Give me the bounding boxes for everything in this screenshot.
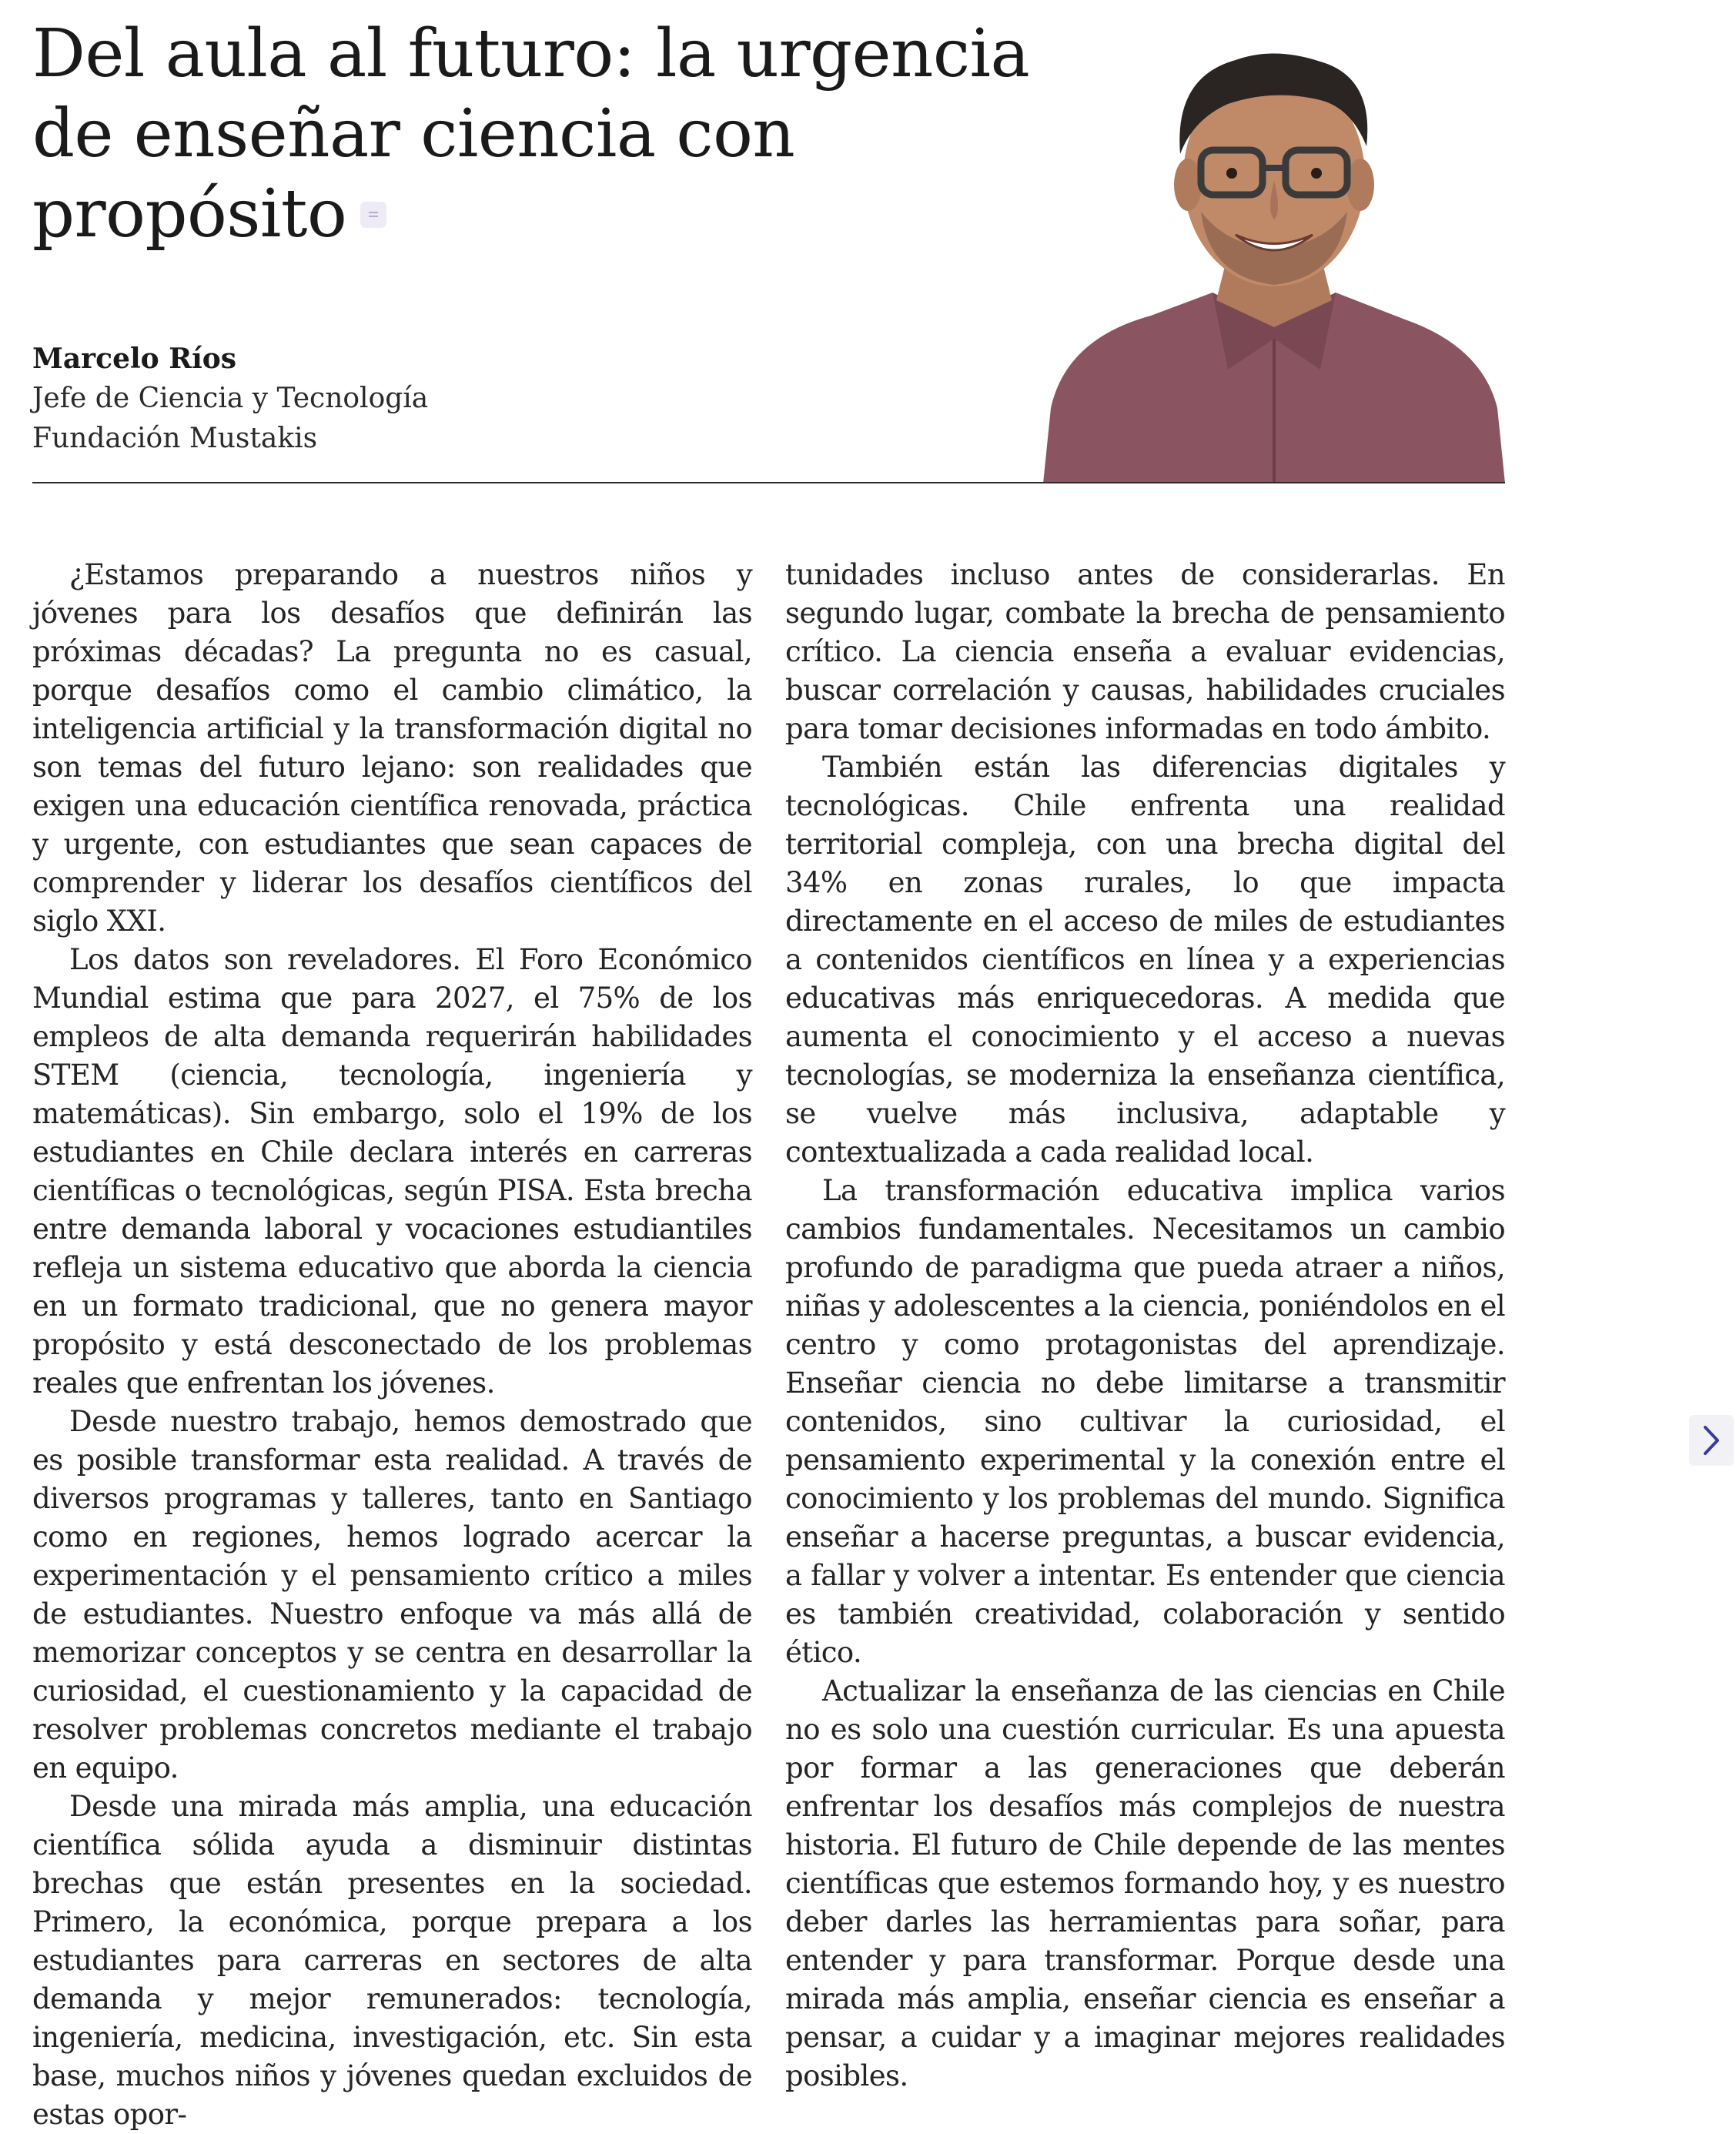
chevron-right-icon xyxy=(1700,1423,1723,1457)
column-right xyxy=(785,556,1505,2134)
note-icon[interactable] xyxy=(360,202,386,228)
header-divider xyxy=(32,482,1505,483)
headline xyxy=(32,14,1126,254)
author-photo xyxy=(1043,46,1505,483)
byline xyxy=(32,339,428,459)
author-role: Jefe de Ciencia y Tecnología xyxy=(32,383,429,414)
author-name: Marcelo Ríos xyxy=(32,343,237,375)
author-organization: Fundación Mustakis xyxy=(32,423,318,454)
article-body xyxy=(32,556,1505,2134)
next-page-button[interactable] xyxy=(1689,1415,1734,1466)
paragraph: Desde nuestro trabajo, hemos demostrado que es posible transformar esta realidad. A través de diversos programas y talleres, tanto en Santiago como en regiones, hemos logrado acercar la experimentación y el pensamiento crítico a miles de estudiantes. Nuestro enfoque va más allá de memorizar conceptos y se centra en desarrollar la curiosidad, el cuestionamiento y la capacidad de resolver problemas concretos mediante el trabajo en equipo. xyxy=(32,1405,752,1784)
paragraph: La transformación educativa implica varios cambios fundamentales. Necesitamos un cambio profundo de paradigma que pueda atraer a niños, niñas y adolescentes a la ciencia, poniéndolos en el centro y como protagonistas del aprendizaje. Enseñar ciencia no debe limitarse a transmitir contenidos, sino cultivar la curiosidad, el pensamiento experimental y la conexión entre el conocimiento y los problemas del mundo. Significa enseñar a hacerse preguntas, a buscar evidencia, a fallar y volver a intentar. Es entender que ciencia es también creatividad, colaboración y sentido ético. xyxy=(785,1174,1505,1669)
paragraph: tunidades incluso antes de considerarlas. En segundo lugar, combate la brecha de pensamiento crítico. La ciencia enseña a evaluar evidencias, buscar correlación y causas, habilidades cruciales para tomar decisiones informadas en todo ámbito. xyxy=(785,558,1505,745)
paragraph: Actualizar la enseñanza de las ciencias en Chile no es solo una cuestión curricular. Es una apuesta por formar a las generaciones que deberán enfrentar los desafíos más complejos de nuestra historia. El futuro de Chile depende de las mentes científicas que estemos formando hoy, y es nuestro deber darles las herramientas para soñar, para entender y para transformar. Porque desde una mirada más amplia, enseñar ciencia es enseñar a pensar, a cuidar y a imaginar mejores realidades posibles. xyxy=(785,1674,1505,2092)
paragraph: También están las diferencias digitales y tecnológicas. Chile enfrenta una realidad territorial compleja, con una brecha digital del 34% en zonas rurales, lo que impacta directamente en el acceso de miles de estudiantes a contenidos científicos en línea y a experiencias educativas más enriquecedoras. A medida que aumenta el conocimiento y el acceso a nuevas tecnologías, se moderniza la enseñanza científica, se vuelve más inclusiva, adaptable y contextualizada a cada realidad local. xyxy=(785,751,1505,1169)
paragraph: Desde una mirada más amplia, una educación científica sólida ayuda a disminuir distintas brechas que están presentes en la sociedad. Primero, la económica, porque prepara a los estudiantes para carreras en sectores de alta demanda y mejor remunerados: tecnología, ingeniería, medicina, investigación, etc. Sin esta base, muchos niños y jóvenes quedan excluidos de estas opor- xyxy=(32,1790,752,2131)
paragraph: ¿Estamos preparando a nuestros niños y jóvenes para los desafíos que definirán las próximas décadas? La pregunta no es casual, porque desafíos como el cambio climático, la inteligencia artificial y la transformación digital no son temas del futuro lejano: son realidades que exigen una educación científica renovada, práctica y urgente, con estudiantes que sean capaces de comprender y liderar los desafíos científicos del siglo XXI. xyxy=(32,558,752,938)
headline-text: Del aula al futuro: la urgencia de enseñar ciencia con propósito xyxy=(32,15,1030,253)
column-left xyxy=(32,556,752,2134)
paragraph: Los datos son reveladores. El Foro Económico Mundial estima que para 2027, el 75% de los empleos de alta demanda requerirán habilidades STEM (ciencia, tecnología, ingeniería y matemáticas). Sin embargo, solo el 19% de los estudiantes en Chile declara interés en carreras científicas o tecnológicas, según PISA. Esta brecha entre demanda laboral y vocaciones estudiantiles refleja un sistema educativo que aborda la ciencia en un formato tradicional, que no genera mayor propósito y está desconectado de los problemas reales que enfrentan los jóvenes. xyxy=(32,943,752,1400)
